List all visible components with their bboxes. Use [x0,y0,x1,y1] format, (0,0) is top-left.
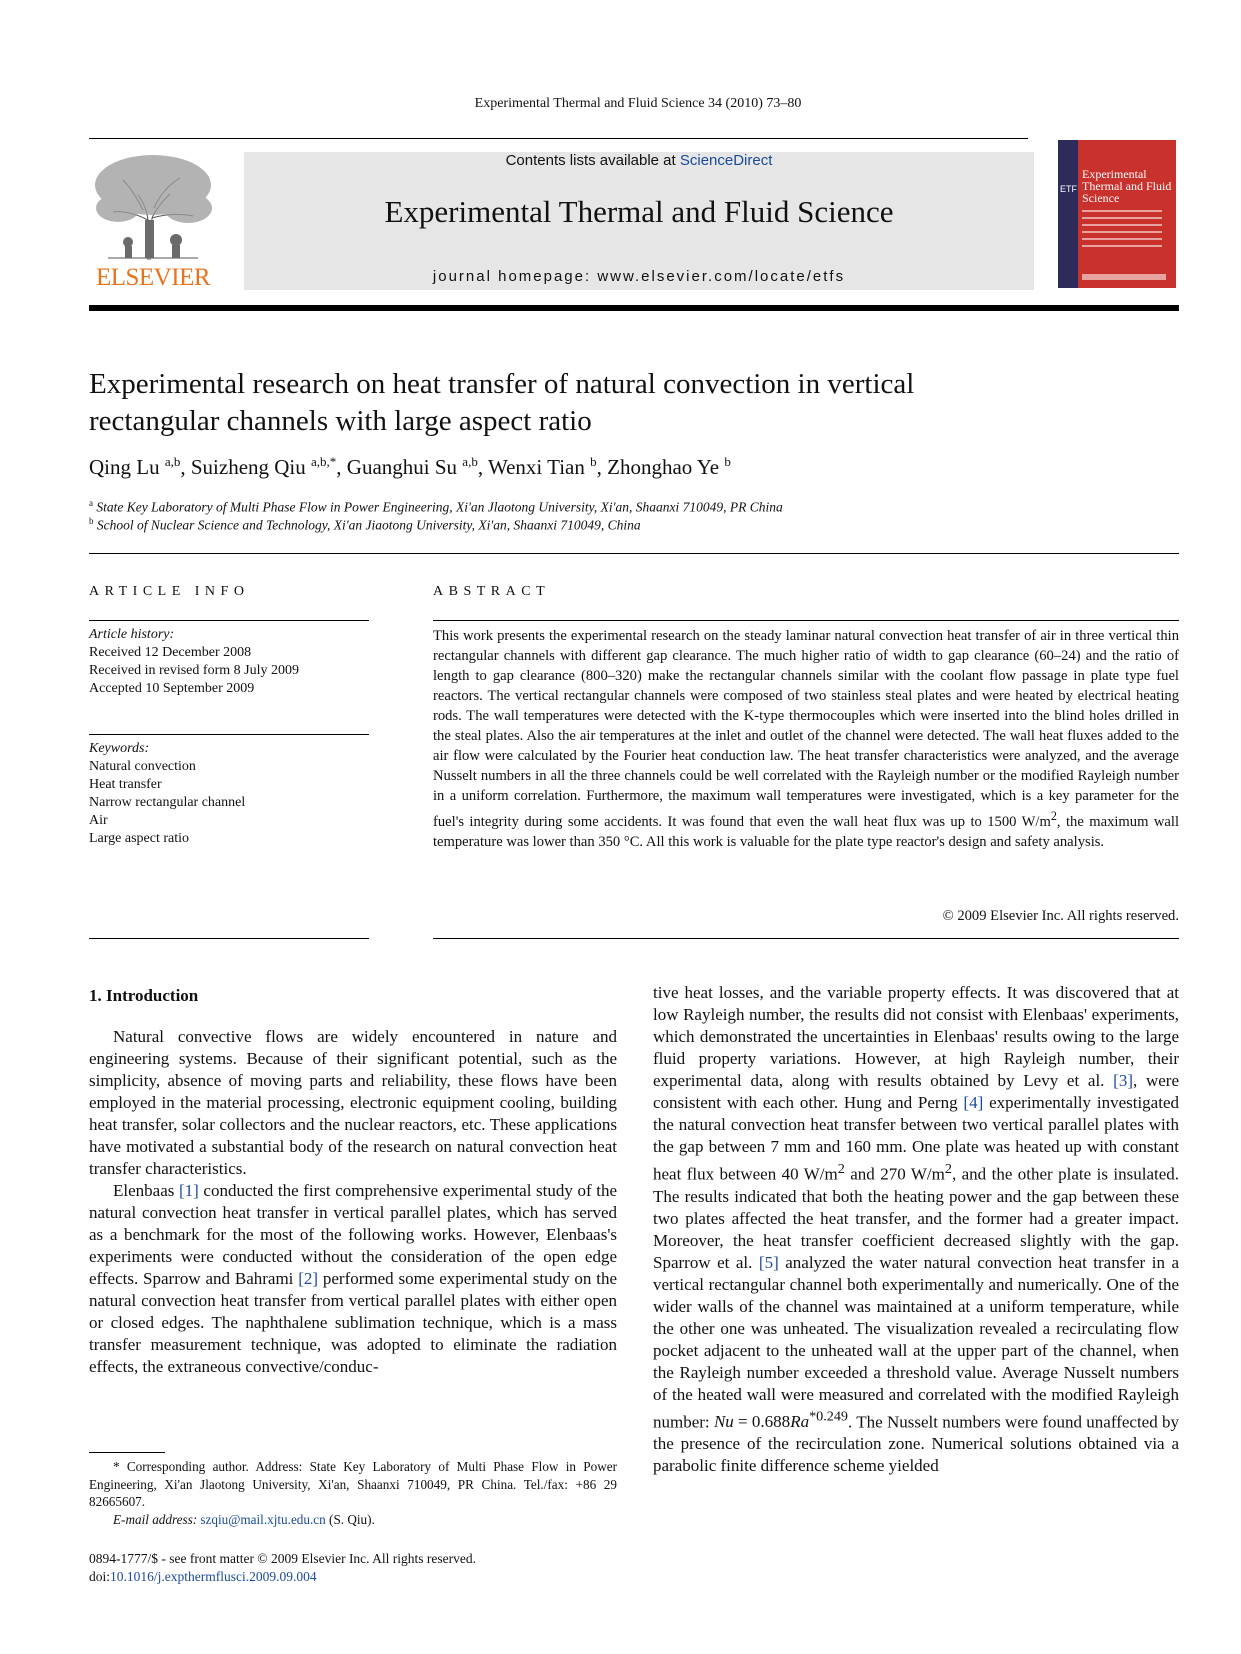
elsevier-tree-icon [88,150,218,262]
journal-homepage-link[interactable]: journal homepage: www.elsevier.com/locate/etfs [432,268,846,285]
author-list: Qing Lu $^{a,b}$, Suizheng Qiu $^{a,b,*}$, Guanghui Su $^{a,b}$, Wenxi Tian $^b$, Zhonghao Ye $^b$ [89,454,731,479]
footer-issn: 0894-1777/$ - see front matter © 2009 Elsevier Inc. All rights reserved. [89,1551,477,1566]
history-accepted: Accepted 10 September 2009 [89,681,255,696]
keywords-label: Keywords: [89,741,150,756]
citation-5[interactable]: [5] [758,1252,779,1272]
article-title [89,366,1189,440]
contents-line [244,152,1034,169]
author-5[interactable]: Zhonghao Ye $^b$ [607,454,731,479]
author-3[interactable]: Guanghui Su $^{a,b}$ [346,454,478,479]
author-1[interactable]: Qing Lu $^{a,b}$ [89,454,181,479]
history-label: Article history: [89,627,175,642]
body-column-right [653,982,1179,1477]
journal-cover[interactable] [1058,140,1176,288]
author-2[interactable]: Suizheng Qiu $^{a,b,*}$ [190,454,337,479]
article-history [89,626,369,698]
cover-title: Experimental Thermal and Fluid Science [1082,167,1172,205]
sciencedirect-link[interactable]: ScienceDirect [679,152,773,169]
affiliation-a: $^a$ State Key Laboratory of Multi Phase Flow in Power Engineering, Xi'an Jlaotong University, Xi'an, Shaanxi 710049, PR China [89,498,783,515]
author-4[interactable]: Wenxi Tian $^b$ [487,454,597,479]
keyword-item: Narrow rectangular channel [89,795,246,810]
abstract-rule-bottom [433,938,1179,939]
running-head: Experimental Thermal and Fluid Science 34 (2010) 73–80 [474,96,802,111]
elsevier-logo[interactable] [88,150,218,292]
keywords [89,740,369,848]
abstract-rule-top [433,620,1179,621]
article-title-line-1: Experimental research on heat transfer of natural convection in vertical [89,368,915,400]
footer-doi: doi:10.1016/j.expthermflusci.2009.09.004 [89,1569,317,1584]
header-thick-rule [89,305,1179,311]
body-column-left [89,1026,617,1378]
section-heading-introduction: 1. Introduction [89,986,199,1005]
cover-spine [1058,140,1078,288]
nusselt-correlation: $Nu = 0.688Ra^{*0.249}$ [713,1408,849,1432]
email-link[interactable]: szqiu@mail.xjtu.edu.cn [200,1512,326,1527]
affiliation-b: $^b$ School of Nuclear Science and Technology, Xi'an Jiaotong University, Xi'an, Shaanxi 710049, China [89,516,641,533]
keyword-item: Natural convection [89,759,196,774]
cover-decoration [1082,210,1162,252]
keyword-item: Heat transfer [89,777,162,792]
citation-1[interactable]: [1] [178,1181,199,1200]
journal-name: Experimental Thermal and Fluid Science [384,194,894,229]
contents-prefix: Contents lists available at [505,152,680,169]
doi-link[interactable]: 10.1016/j.expthermflusci.2009.09.004 [110,1569,317,1584]
abstract-copyright: © 2009 Elsevier Inc. All rights reserved. [942,908,1179,924]
keyword-item: Large aspect ratio [89,831,190,846]
abstract-heading: ABSTRACT [433,584,551,599]
citation-2[interactable]: [2] [298,1269,319,1288]
article-info-rule-mid [89,734,369,735]
history-received: Received 12 December 2008 [89,645,252,660]
header-top-rule [89,138,1028,139]
article-info-heading: ARTICLE INFO [89,584,250,599]
intro-paragraph-continued: tive heat losses, and the variable property effects. It was discovered that at low Rayleigh number, the results did not consist with Elenbaas' experiments, which demonstrated the uncertainties in Elenbaas' results owing to the large fluid property variations. However, at high Rayleigh number, their experimental data, along with results obtained by Levy et al. [3], were consistent with each other. Hung and Perng [4] experimentally investigated the natural convection heat transfer between two vertical parallel plates with the gap between 7 mm and 160 mm. One plate was heated up with constant heat flux between 40 $W/m^2$ and 270 $W/m^2$, and the other plate is insulated. The results indicated that both the heating power and the gap between these two plates affected the heat transfer, and the former had a greater impact. Moreover, the heat transfer coefficient decreased slightly with the gap. Sparrow et al. [5] analyzed the water natural convection heat transfer in a vertical rectangular channel both experimentally and numerically. One of the wider walls of the channel was maintained at a uniform temperature, while the other one was unheated. The visualization revealed a recirculating flow pocket adjacent to the unheated wall at the upper part of the channel, when the Rayleigh number exceeded a threshold value. Average Nusselt numbers of the heated wall were measured and correlated with the modified Rayleigh number: $Nu = 0.688Ra^{*0.249}$. The Nusselt numbers were found unaffected by the presence of the recirculation zone. Numerical solutions obtained via a parabolic finite difference scheme yielded [653,983,1180,1476]
keyword-item: Air [89,813,108,828]
intro-paragraph-1: Natural convective flows are widely encountered in nature and engineering systems. Because of their significant potential, such as the simplicity, absence of moving parts and reliability, these flows have been employed in the material processing, electronic equipment cooling, building heat transfer, solar collectors and the nuclear reactors, etc. These applications have motivated a substantial body of the research on natural convection heat transfer characteristics. [89,1027,617,1178]
intro-paragraph-2: Elenbaas [1] conducted the first comprehensive experimental study of the natural convection heat transfer in vertical parallel plates, which has served as a benchmark for the most of the following works. However, Elenbaas's experiments were conducted without the consideration of the open edge effects. Sparrow and Bahrami [2] performed some experimental study on the natural convection heat transfer from vertical parallel plates with either open or closed edges. The naphthalene sublimation technique, which is a mass transfer measurement technique, was adopted to eliminate the radiation effects, the extraneous convective/conduc- [89,1181,618,1376]
cover-bottom-bar [1082,274,1166,280]
email-footnote: E-mail address: szqiu@mail.xjtu.edu.cn (S. Qiu). [113,1512,375,1527]
corresponding-author-footnote: * Corresponding author. Address: State Key Laboratory of Multi Phase Flow in Power Engineering, Xi'an Jlaotong University, Xi'an, Shaanxi 710049, PR China. Tel./fax: +86 29 82665607. [89,1459,617,1509]
history-revised: Received in revised form 8 July 2009 [89,663,299,678]
citation-4[interactable]: [4] [963,1093,984,1112]
article-info-rule-bottom [89,938,369,939]
elsevier-wordmark: ELSEVIER [95,264,211,291]
cover-etf-mark: ETF [1060,184,1077,194]
affiliation-rule [89,553,1179,554]
article-title-line-2: rectangular channels with large aspect ratio [89,405,592,437]
footnote-rule [89,1452,165,1453]
abstract-body: This work presents the experimental research on the steady laminar natural convection heat transfer of air in three vertical thin rectangular channels with different gap clearance. The much higher ratio of width to gap clearance (60–24) and the ratio of length to gap clearance (800–320) make the rectangular channels similar with the coolant flow passage in plate type fuel reactors. The vertical rectangular channels were composed of two stainless steal plates and were heated by electrical heating rods. The wall temperatures were detected with the K-type thermocouples which were inserted into the blind holes drilled in the steal plates. Also the air temperatures at the inlet and outlet of the channel were detected. The wall heat fluxes added to the air flow were calculated by the Fourier heat conduction law. The heat transfer characteristics were analyzed, and the average Nusselt numbers in all the three channels could be well correlated with the Rayleigh number or the modified Rayleigh number in a uniform correlation. Furthermore, the maximum wall temperatures were investigated, which is a key parameter for the fuel's integrity during some accidents. It was found that even the wall heat flux was up to 1500 $W/m^2$, the maximum wall temperature was lower than 350 °C. All this work is valuable for the plate type reactor's design and safety analysis. [433,628,1179,850]
article-info-rule-top [89,620,369,621]
citation-3[interactable]: [3] [1113,1071,1133,1090]
